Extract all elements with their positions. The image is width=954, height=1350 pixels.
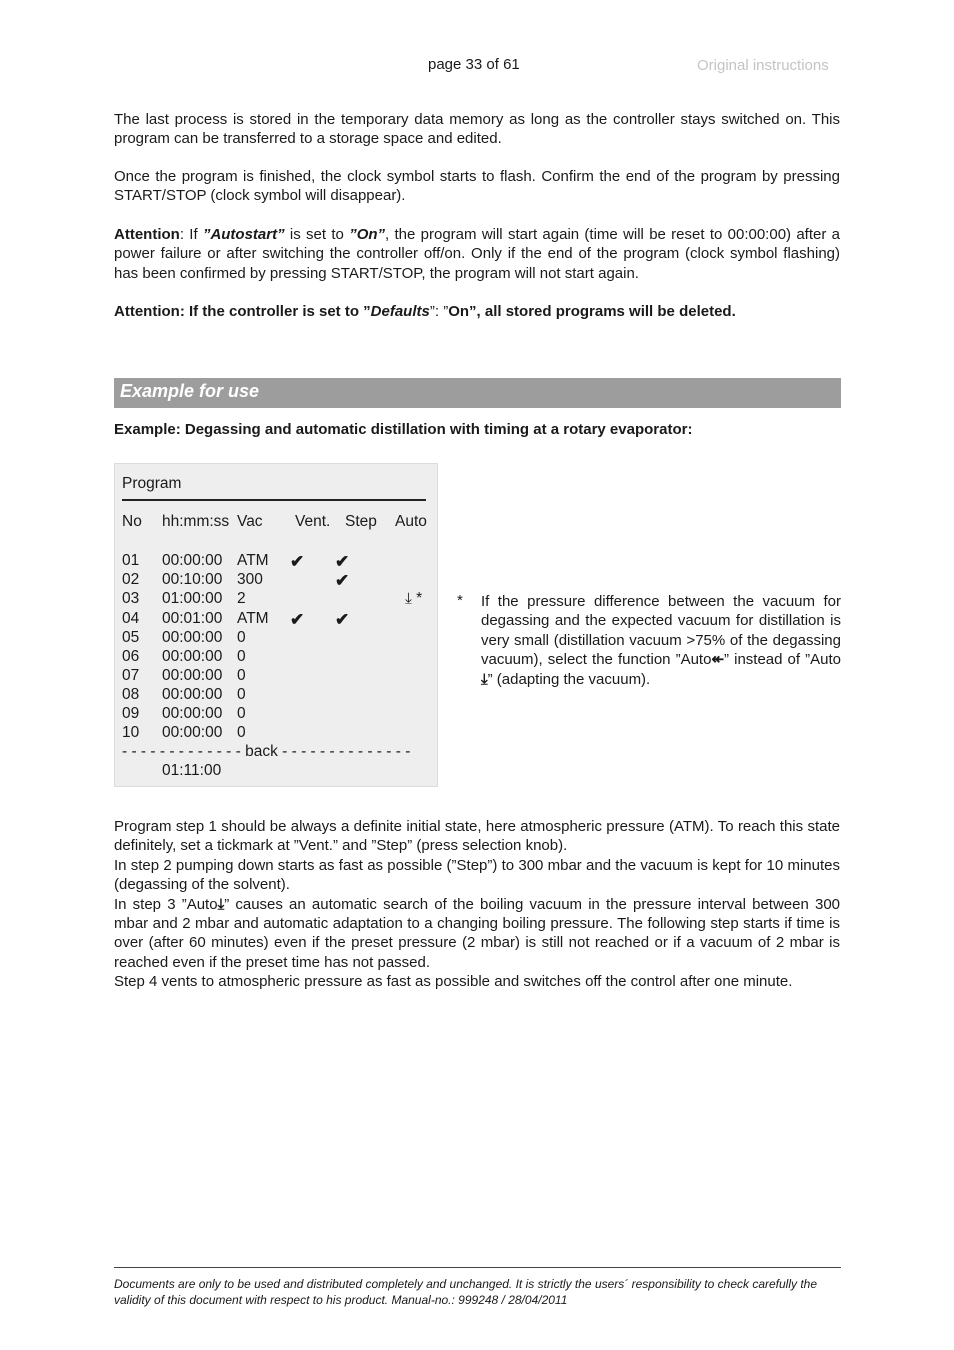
program-row bbox=[115, 552, 437, 571]
row-vac: ATM bbox=[237, 610, 269, 627]
row-time: 00:00:00 bbox=[162, 648, 223, 665]
row-time: 00:01:00 bbox=[162, 610, 223, 627]
row-vac: 0 bbox=[237, 648, 246, 665]
original-instructions-label: Original instructions bbox=[697, 57, 829, 74]
step-check-icon: ✔ bbox=[335, 571, 350, 590]
section-title: Example for use bbox=[120, 381, 260, 401]
footer-divider bbox=[114, 1267, 841, 1268]
auto-down-arrow-icon: ⤓ * bbox=[405, 590, 423, 607]
row-no: 01 bbox=[122, 552, 140, 569]
paragraph-clock-symbol: Once the program is finished, the clock symbol starts to flash. Confirm the end of the program by pressing START/STOP (clock symbol will disappear). bbox=[114, 168, 840, 205]
explanation-step-3 bbox=[114, 895, 840, 973]
col-auto: Auto bbox=[395, 513, 427, 530]
autostart-term: ”Autostart” bbox=[202, 226, 285, 243]
example-title: Example: Degassing and automatic distillation with timing at a rotary evaporator: bbox=[114, 421, 693, 438]
on-term: ”On” bbox=[349, 226, 386, 243]
row-no: 05 bbox=[122, 629, 140, 646]
program-row bbox=[115, 571, 437, 590]
step3-text-2: ” causes an automatic search of the boiling vacuum in the pressure interval between 300 mbar and 2 mbar and automatic adaptation to a changing boiling pressure. The following step starts if time is over (after 60 minutes) even if the preset pressure (2 mbar) is still not reached or if a vacuum of 2 mbar is reached even if the preset time has not passed. bbox=[114, 895, 840, 971]
row-no: 02 bbox=[122, 571, 140, 588]
vent-check-icon: ✔ bbox=[290, 610, 305, 629]
attention-label: Attention bbox=[114, 226, 180, 243]
explanation-block bbox=[114, 817, 840, 992]
row-vac: 2 bbox=[237, 590, 246, 607]
row-vac: 0 bbox=[237, 686, 246, 703]
row-no: 09 bbox=[122, 705, 140, 722]
page-number: page 33 of 61 bbox=[428, 56, 520, 73]
row-no: 08 bbox=[122, 686, 140, 703]
program-display bbox=[114, 463, 438, 787]
attention-text-1: : If bbox=[179, 226, 203, 243]
attention-text-3: , the program will start again (time will be reset to 00:00:00) after a power failure or after switching the controller off/on. Only if the end of the program (clock symbol flashing) has been confirmed by pressing START/STOP, the program will not start again. bbox=[114, 226, 840, 282]
section-header bbox=[114, 378, 841, 408]
paragraph-attention-defaults bbox=[114, 302, 840, 321]
row-vac: 0 bbox=[237, 629, 246, 646]
row-no: 06 bbox=[122, 648, 140, 665]
row-vac: 300 bbox=[237, 571, 263, 588]
footer-disclaimer: Documents are only to be used and distributed completely and unchanged. It is strictly the users´ responsibility to check carefully the validity of this document with respect to his product. Manual-no.: 999248 / 28/04/2011 bbox=[114, 1277, 818, 1307]
row-time: 00:10:00 bbox=[162, 571, 223, 588]
step-check-icon: ✔ bbox=[335, 610, 350, 629]
paragraph-attention-autostart bbox=[114, 225, 840, 283]
total-time: 01:11:00 bbox=[162, 762, 222, 779]
footnote bbox=[481, 592, 841, 689]
program-row bbox=[115, 724, 437, 743]
auto-left-arrow-icon: ↞ bbox=[711, 651, 725, 669]
col-vent: Vent. bbox=[295, 513, 331, 530]
program-row bbox=[115, 705, 437, 724]
program-divider bbox=[122, 499, 426, 501]
row-no: 07 bbox=[122, 667, 140, 684]
row-time: 00:00:00 bbox=[162, 724, 223, 741]
step3-text-1: In step 3 ”Auto bbox=[114, 895, 218, 913]
attention2-text-3: On”, all stored programs will be deleted. bbox=[448, 303, 736, 320]
row-time: 00:00:00 bbox=[162, 667, 223, 684]
row-no: 04 bbox=[122, 610, 140, 627]
row-time: 00:00:00 bbox=[162, 686, 223, 703]
program-row bbox=[115, 648, 437, 667]
attention2-text-2: ”: ” bbox=[429, 303, 449, 320]
explanation-step-2: In step 2 pumping down starts as fast as possible (”Step”) to 300 mbar and the vacuum is kept for 10 minutes (degassing of the solvent). bbox=[114, 856, 840, 894]
paragraph-temporary-memory: The last process is stored in the temporary data memory as long as the controller stays switched on. This program can be transferred to a storage space and edited. bbox=[114, 111, 840, 148]
back-line: - - - - - - - - - - - - - back - - - - - - - - - - - - - - bbox=[122, 743, 411, 760]
vent-check-icon: ✔ bbox=[290, 552, 305, 571]
row-vac: 0 bbox=[237, 724, 246, 741]
row-vac: ATM bbox=[237, 552, 269, 569]
row-vac: 0 bbox=[237, 667, 246, 684]
col-no: No bbox=[122, 513, 142, 530]
program-row bbox=[115, 667, 437, 686]
note-text-1: If the pressure difference between the vacuum for degassing and the expected vacuum for distillation is very small (distillation vacuum >75% of the degassing vacuum), select the function ”Auto bbox=[481, 593, 841, 669]
note-text-2: ” instead of ”Auto bbox=[724, 651, 842, 669]
row-time: 00:00:00 bbox=[162, 705, 223, 722]
program-row bbox=[115, 686, 437, 705]
defaults-term: Defaults bbox=[370, 303, 430, 320]
row-time: 00:00:00 bbox=[162, 552, 223, 569]
attention2-text-1: Attention: If the controller is set to ” bbox=[114, 303, 371, 320]
col-step: Step bbox=[345, 513, 377, 530]
row-time: 00:00:00 bbox=[162, 629, 223, 646]
program-header-row bbox=[115, 513, 437, 532]
program-row bbox=[115, 590, 437, 609]
row-time: 01:00:00 bbox=[162, 590, 223, 607]
explanation-step-4: Step 4 vents to atmospheric pressure as fast as possible and switches off the control after one minute. bbox=[114, 973, 793, 991]
note-text-3: ” (adapting the vacuum). bbox=[487, 670, 651, 688]
row-vac: 0 bbox=[237, 705, 246, 722]
col-vac: Vac bbox=[237, 513, 263, 530]
row-no: 10 bbox=[122, 724, 140, 741]
col-time: hh:mm:ss bbox=[162, 513, 230, 530]
attention-text-2: is set to bbox=[284, 226, 350, 243]
auto-down-arrow-icon: ⤓ bbox=[217, 895, 225, 913]
row-no: 03 bbox=[122, 590, 140, 607]
note-asterisk: * bbox=[457, 592, 463, 609]
program-title: Program bbox=[122, 475, 182, 492]
auto-down-arrow-icon: ⤓ bbox=[481, 670, 488, 688]
program-row bbox=[115, 610, 437, 629]
program-row bbox=[115, 629, 437, 648]
explanation-step-1: Program step 1 should be always a definite initial state, here atmospheric pressure (ATM). To reach this state definitely, set a tickmark at ”Vent.” and ”Step” (press selection knob). bbox=[114, 818, 840, 855]
step-check-icon: ✔ bbox=[335, 552, 350, 571]
